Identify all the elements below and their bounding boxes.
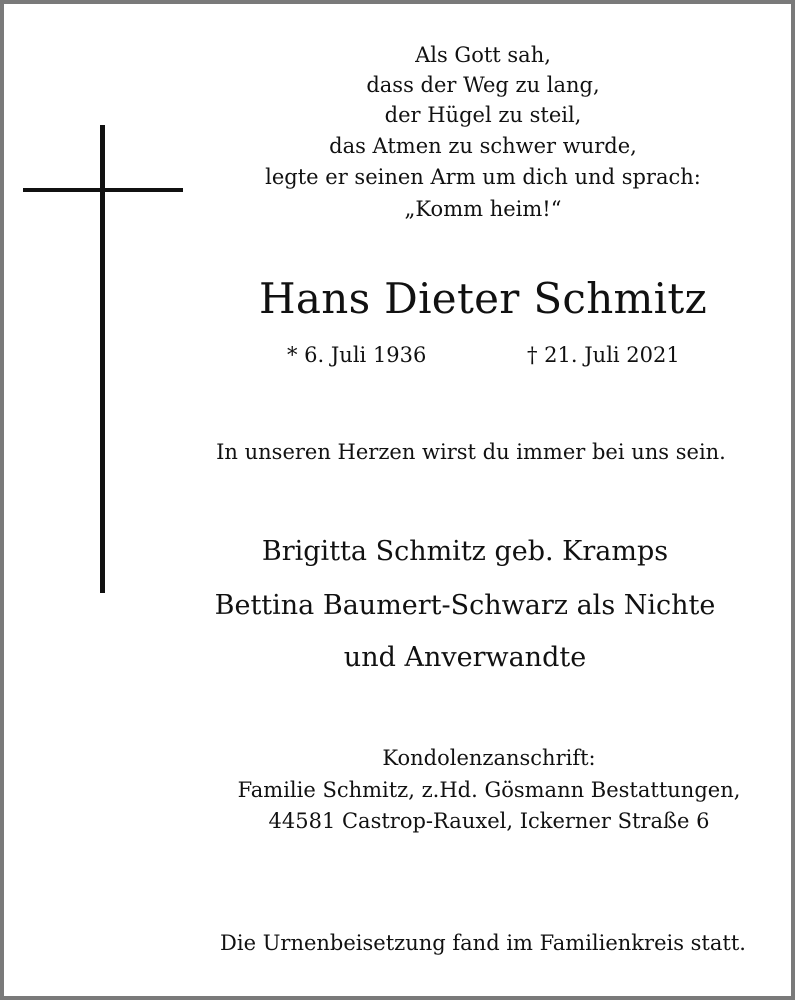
condolence-address-2: 44581 Castrop-Rauxel, Ickerner Straße 6 (268, 809, 710, 833)
death-date: † 21. Juli 2021 (527, 343, 680, 367)
poem-line-4: das Atmen zu schwer wurde, (329, 134, 637, 158)
deceased-name: Hans Dieter Schmitz (258, 274, 708, 323)
motto: In unseren Herzen wirst du immer bei uns sein. (216, 440, 726, 464)
poem-line-1: Als Gott sah, (415, 43, 551, 67)
condolence-heading: Kondolenzanschrift: (382, 746, 596, 770)
poem-line-5: legte er seinen Arm um dich und sprach: (265, 165, 701, 189)
poem-line-2: dass der Weg zu lang, (366, 73, 600, 97)
cross-icon-bar (23, 188, 183, 192)
mourner-2: Bettina Baumert-Schwarz als Nichte (214, 590, 716, 621)
birth-date: * 6. Juli 1936 (287, 343, 427, 367)
burial-note: Die Urnenbeisetzung fand im Familienkreis statt. (220, 931, 746, 955)
mourner-3: und Anverwandte (343, 642, 587, 673)
poem-line-3: der Hügel zu steil, (384, 103, 582, 127)
cross-icon (100, 125, 105, 593)
condolence-address-1: Familie Schmitz, z.Hd. Gösmann Bestattungen, (237, 778, 741, 802)
poem-line-6: „Komm heim!“ (404, 197, 562, 221)
mourner-1: Brigitta Schmitz geb. Kramps (261, 536, 669, 567)
